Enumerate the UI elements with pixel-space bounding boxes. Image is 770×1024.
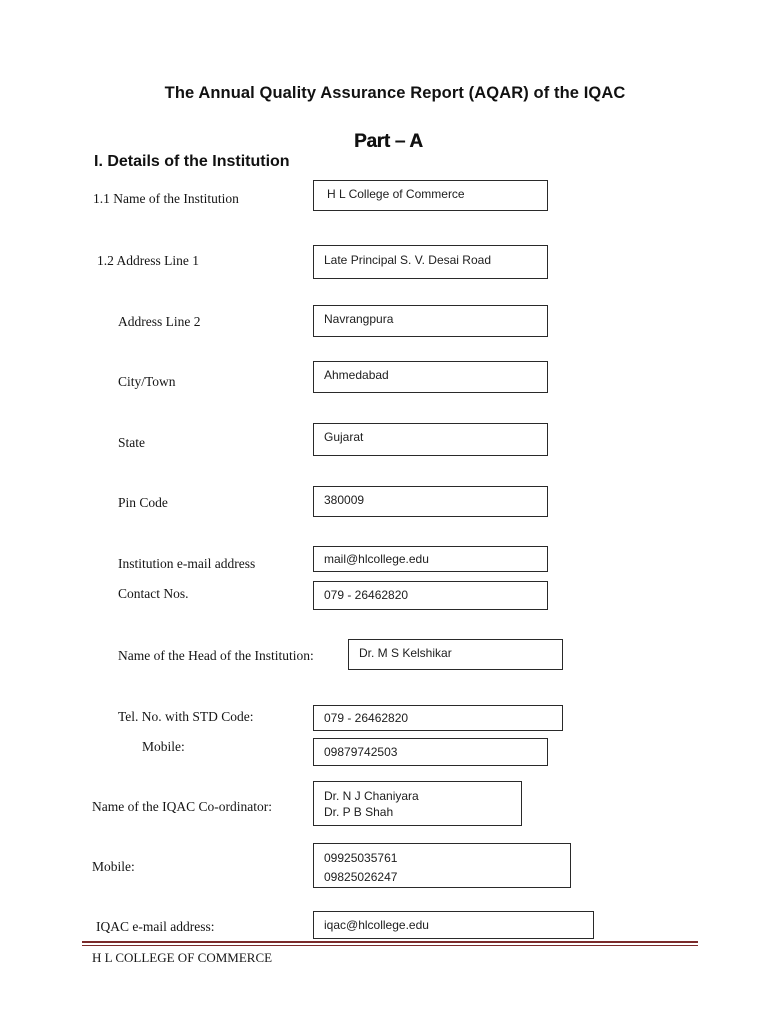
address-line-1-value: Late Principal S. V. Desai Road: [324, 253, 491, 267]
address-line-1-label: 1.2 Address Line 1: [97, 253, 199, 268]
address-line-2-label: Address Line 2: [118, 314, 201, 329]
institution-email-value: mail@hlcollege.edu: [324, 552, 429, 566]
part-heading: Part – A: [354, 131, 423, 152]
address-line-2-value: Navrangpura: [324, 312, 394, 326]
institution-name-label: 1.1 Name of the Institution: [93, 191, 239, 206]
city-field[interactable]: [313, 361, 548, 393]
coordinator-mobile-label: Mobile:: [92, 859, 135, 874]
contact-nos-label: Contact Nos.: [118, 586, 189, 601]
city-label: City/Town: [118, 374, 176, 389]
state-field[interactable]: [313, 423, 548, 456]
iqac-coordinator-field[interactable]: [313, 781, 522, 826]
iqac-coordinator-name-2: Dr. P B Shah: [324, 805, 394, 819]
mobile-field[interactable]: [313, 738, 548, 766]
institution-email-label: Institution e-mail address: [118, 556, 256, 571]
section-heading: I. Details of the Institution: [94, 153, 290, 170]
coordinator-mobile-field[interactable]: [313, 843, 571, 888]
iqac-coordinator-label: Name of the IQAC Co-ordinator:: [92, 799, 272, 814]
address-line-2-field[interactable]: [313, 305, 548, 337]
state-label: State: [118, 435, 145, 450]
institution-name-value: H L College of Commerce: [327, 187, 465, 201]
tel-std-value: 079 - 26462820: [324, 711, 409, 725]
pin-code-label: Pin Code: [118, 495, 168, 510]
coordinator-mobile-2: 09825026247: [324, 870, 398, 884]
state-value: Gujarat: [324, 430, 364, 444]
iqac-email-value: iqac@hlcollege.edu: [324, 918, 429, 932]
institution-name-field[interactable]: [313, 180, 548, 211]
coordinator-mobile-1: 09925035761: [324, 851, 398, 865]
footer-text: H L COLLEGE OF COMMERCE: [92, 950, 273, 965]
pin-code-field[interactable]: [313, 486, 548, 517]
iqac-email-label: IQAC e-mail address:: [96, 919, 215, 934]
contact-nos-value: 079 - 26462820: [324, 588, 409, 602]
institution-email-field[interactable]: [313, 546, 548, 572]
head-of-institution-label: Name of the Head of the Institution:: [118, 648, 314, 663]
tel-std-label: Tel. No. with STD Code:: [118, 709, 254, 724]
pin-code-value: 380009: [324, 493, 365, 507]
footer-rule-thick: [82, 941, 698, 943]
footer-rule-thin: [82, 945, 698, 946]
mobile-label: Mobile:: [142, 739, 185, 754]
iqac-coordinator-name-1: Dr. N J Chaniyara: [324, 789, 419, 803]
contact-nos-field[interactable]: [313, 581, 548, 610]
city-value: Ahmedabad: [324, 368, 389, 382]
document-title: The Annual Quality Assurance Report (AQAR) of the IQAC: [164, 84, 626, 102]
head-of-institution-field[interactable]: [348, 639, 563, 670]
tel-std-field[interactable]: [313, 705, 563, 731]
iqac-email-field[interactable]: [313, 911, 594, 939]
head-of-institution-value: Dr. M S Kelshikar: [359, 646, 452, 660]
mobile-value: 09879742503: [324, 745, 398, 759]
address-line-1-field[interactable]: [313, 245, 548, 279]
